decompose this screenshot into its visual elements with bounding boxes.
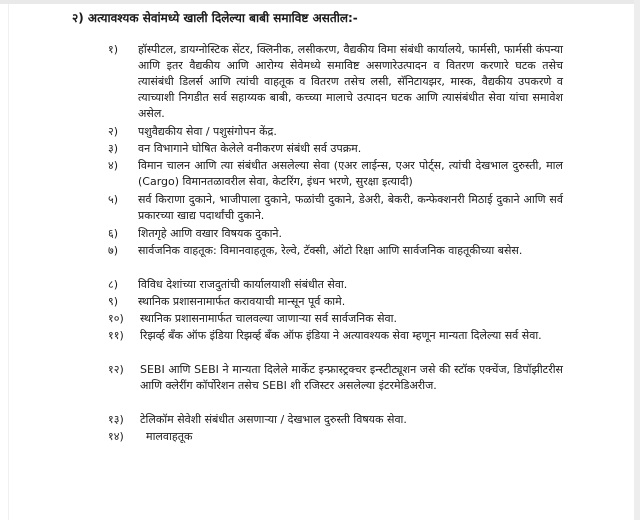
item-number: १३) <box>108 413 124 426</box>
item-number: १) <box>108 43 119 56</box>
item-text: स्थानिक प्रशासनामार्फत चालवल्या जाणाऱ्या सर्व सार्वजनिक सेवा. <box>140 312 397 325</box>
list-item-1 <box>108 42 563 122</box>
list-item-8 <box>108 277 563 293</box>
item-text: सार्वजनिक वाहतूक: विमानवाहतूक, रेल्वे, टॅक्सी, ऑटो रिक्षा आणि सार्वजनिक वाहतूकीच्या बसेस. <box>138 244 523 257</box>
list-item-3 <box>108 141 563 157</box>
list-item-9 <box>108 294 563 310</box>
section-heading: २) अत्यावश्यक सेवांमध्ये खाली दिलेल्या बाबी समाविष्ट असतील:- <box>72 11 358 25</box>
item-number: ४) <box>108 159 119 172</box>
item-number: ७) <box>108 244 119 257</box>
item-number: ६) <box>108 227 119 240</box>
item-text: वन विभागाने घोषित केलेले वनीकरण संबंधी सर्व उपक्रम. <box>138 142 362 155</box>
item-text: मालवाहतूक <box>146 430 193 443</box>
item-text: SEBI आणि SEBI ने मान्यता दिलेले मार्केट इन्फ्रास्ट्रक्चर इन्स्टीट्यूशन जसे की स्टॉक एक्चेंज, डिपॉझीटरीस आणि क्लेरींग कॉर्पोरेशन तसेच SEBI शी रजिस्टर असलेल्या इंटरमेडिअरीज. <box>140 363 563 392</box>
list-item-11 <box>108 328 563 344</box>
item-number: १४) <box>108 430 124 443</box>
item-text: शितगृहे आणि वखार विषयक दुकाने. <box>138 227 283 240</box>
item-text: टेलिकॉम सेवेशी संबंधीत असणाऱ्या / देखभाल दुरुस्ती विषयक सेवा. <box>140 413 407 426</box>
item-number: ११) <box>108 329 124 342</box>
list-item-5 <box>108 192 563 224</box>
item-text: हॉस्पीटल, डायग्नोस्टिक सेंटर, क्लिनीक, लसीकरण, वैद्यकीय विमा संबंधी कार्यालये, फार्मसी, फार्मसी कंपन्या आणि इतर वैद्यकीय आणि आरोग्य सेवेमध्ये समाविष्ट असणारेउत्पादन व वितरण करणारे घटक तसेच त्यासंबंधी डिलर्स आणि त्यांची वाहतूक व वितरण तसेच लसी, सॅनिटायझर, मास्क, वैद्यकीय उपकरणे व त्याच्याशी निगडीत सर्व सहाय्यक बाबी, कच्च्या मालाचे उत्पादन घटक आणि त्यासंबंधीत सेवा यांचा समावेश असेल. <box>138 43 563 120</box>
list-item-2 <box>108 124 563 140</box>
list-item-10 <box>108 311 563 327</box>
item-text: रिझर्व्ह बँक ऑफ इंडिया रिझर्व्ह बँक ऑफ इंडिया ने अत्यावश्यक सेवा म्हणून मान्यता दिलेल्या सर्व सेवा. <box>140 329 542 342</box>
item-text: पशुवैद्यकीय सेवा / पशुसंगोपन केंद्र. <box>138 125 277 138</box>
list-item-14 <box>108 429 563 445</box>
list-item-6 <box>108 226 563 242</box>
item-number: १०) <box>108 312 124 325</box>
list-item-4 <box>108 158 563 190</box>
item-number: २) <box>108 125 119 138</box>
item-number: ८) <box>108 278 119 291</box>
item-text: विविध देशांच्या राजदुतांची कार्यालयाशी संबंधीत सेवा. <box>138 278 348 291</box>
item-number: १२) <box>108 363 124 376</box>
item-text: सर्व किराणा दुकाने, भाजीपाला दुकाने, फळांची दुकाने, डेअरी, बेकरी, कन्फेक्शनरी मिठाई दुकाने आणि सर्व प्रकारच्या खाद्य पदार्थांची दुकाने. <box>138 193 563 222</box>
item-text: विमान चालन आणि त्या संबंधीत असलेल्या सेवा (एअर लाईन्स, एअर पोर्ट्स, त्यांची देखभाल दुरुस्ती, माल (Cargo) विमानतळावरील सेवा, केटरिंग, इंधन भरणे, सुरक्षा इत्यादी) <box>138 159 563 188</box>
list-item-7 <box>108 243 563 259</box>
list-item-12 <box>108 362 563 394</box>
item-number: ५) <box>108 193 119 206</box>
item-text: स्थानिक प्रशासनामार्फत करावयाची मान्सून पूर्व कामे. <box>138 295 346 308</box>
item-number: ९) <box>108 295 119 308</box>
list-item-13 <box>108 412 563 428</box>
item-number: ३) <box>108 142 119 155</box>
